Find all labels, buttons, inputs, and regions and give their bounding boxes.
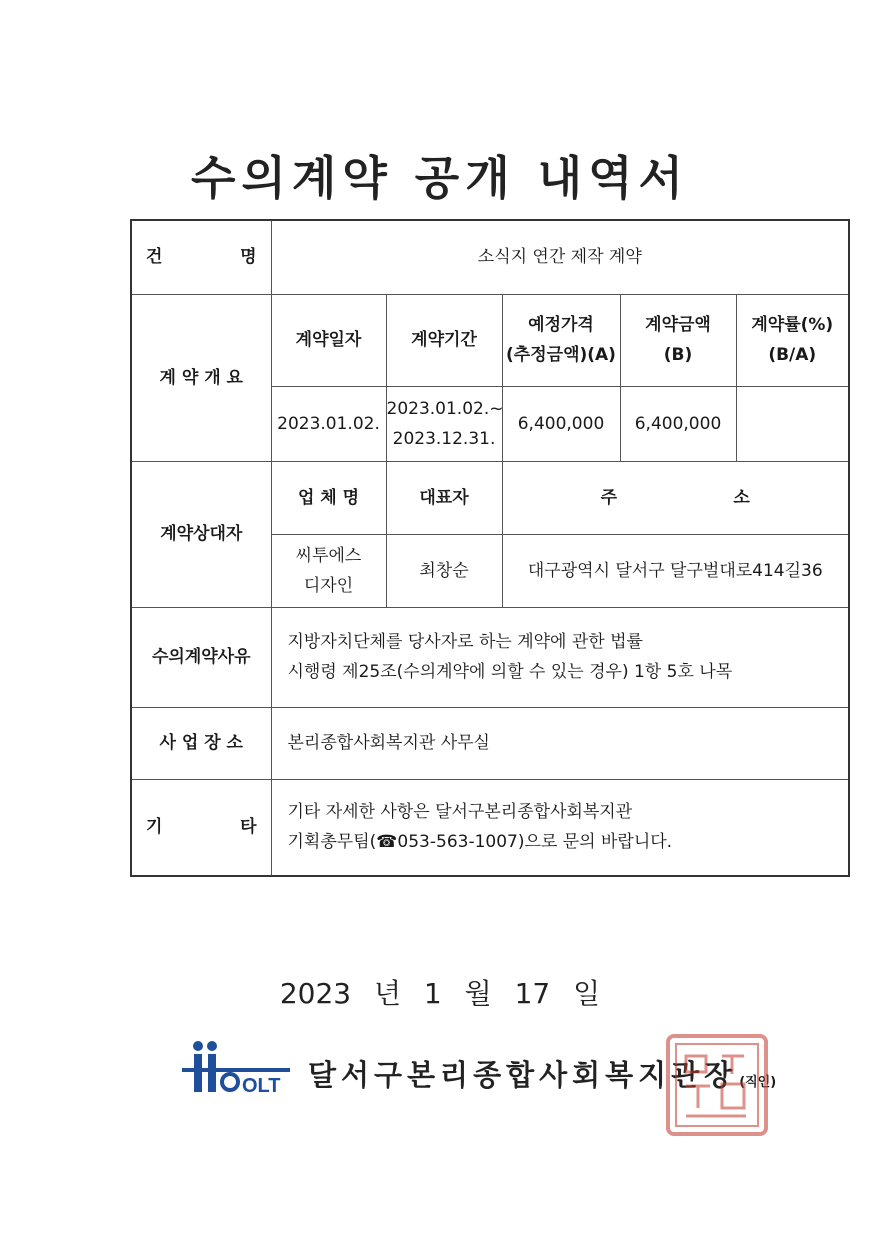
header-contract-amount: 계약금액 (B) — [620, 294, 736, 386]
header-contract-period: 계약기간 — [386, 294, 502, 386]
etc-row — [131, 779, 849, 876]
party-label: 계약상대자 — [131, 461, 271, 607]
header-contract-date: 계약일자 — [271, 294, 386, 386]
reason-label: 수의계약사유 — [131, 607, 271, 707]
value-contract-period: 2023.01.02.~ 2023.12.31. — [386, 386, 502, 461]
welfare-center-logo-icon — [182, 1040, 290, 1096]
overview-header-row — [131, 294, 849, 386]
contract-table — [130, 219, 850, 877]
logo-text: OLT — [242, 1075, 281, 1096]
document-title: 수의계약 공개 내역서 — [191, 151, 689, 205]
header-address: 주 소 — [502, 461, 849, 534]
seal-note: (직인) — [739, 1075, 777, 1090]
reason-row — [131, 607, 849, 707]
value-contract-date: 2023.01.02. — [271, 386, 386, 461]
site-label: 사 업 장 소 — [131, 707, 271, 779]
issue-date: 2023 년 1 월 17 일 — [279, 977, 601, 1010]
overview-label: 계 약 개 요 — [131, 294, 271, 461]
subject-value: 소식지 연간 제작 계약 — [271, 220, 849, 294]
header-estimated-price: 예정가격 (추정금액)(A) — [502, 294, 620, 386]
etc-value: 기타 자세한 사항은 달서구본리종합사회복지관 기획총무팀(☎053-563-1007)으로 문의 바랍니다. — [271, 779, 849, 876]
etc-label: 기 타 — [131, 779, 271, 876]
subject-row — [131, 220, 849, 294]
header-contract-rate: 계약률(%) (B/A) — [736, 294, 849, 386]
subject-label: 건 명 — [131, 220, 271, 294]
party-header-row — [131, 461, 849, 534]
value-address: 대구광역시 달서구 달구벌대로414길36 — [502, 534, 849, 607]
header-representative: 대표자 — [386, 461, 502, 534]
value-company-name: 씨투에스 디자인 — [271, 534, 386, 607]
official-seal-icon — [662, 1030, 772, 1140]
value-estimated-price: 6,400,000 — [502, 386, 620, 461]
organization-name: 달서구본리종합사회복지관장 — [308, 1058, 738, 1092]
value-contract-rate — [736, 386, 849, 461]
header-company-name: 업 체 명 — [271, 461, 386, 534]
site-row — [131, 707, 849, 779]
reason-value: 지방자치단체를 당사자로 하는 계약에 관한 법률 시행령 제25조(수의계약에 의할 수 있는 경우) 1항 5호 나목 — [271, 607, 849, 707]
site-value: 본리종합사회복지관 사무실 — [271, 707, 849, 779]
value-contract-amount: 6,400,000 — [620, 386, 736, 461]
value-representative: 최창순 — [386, 534, 502, 607]
